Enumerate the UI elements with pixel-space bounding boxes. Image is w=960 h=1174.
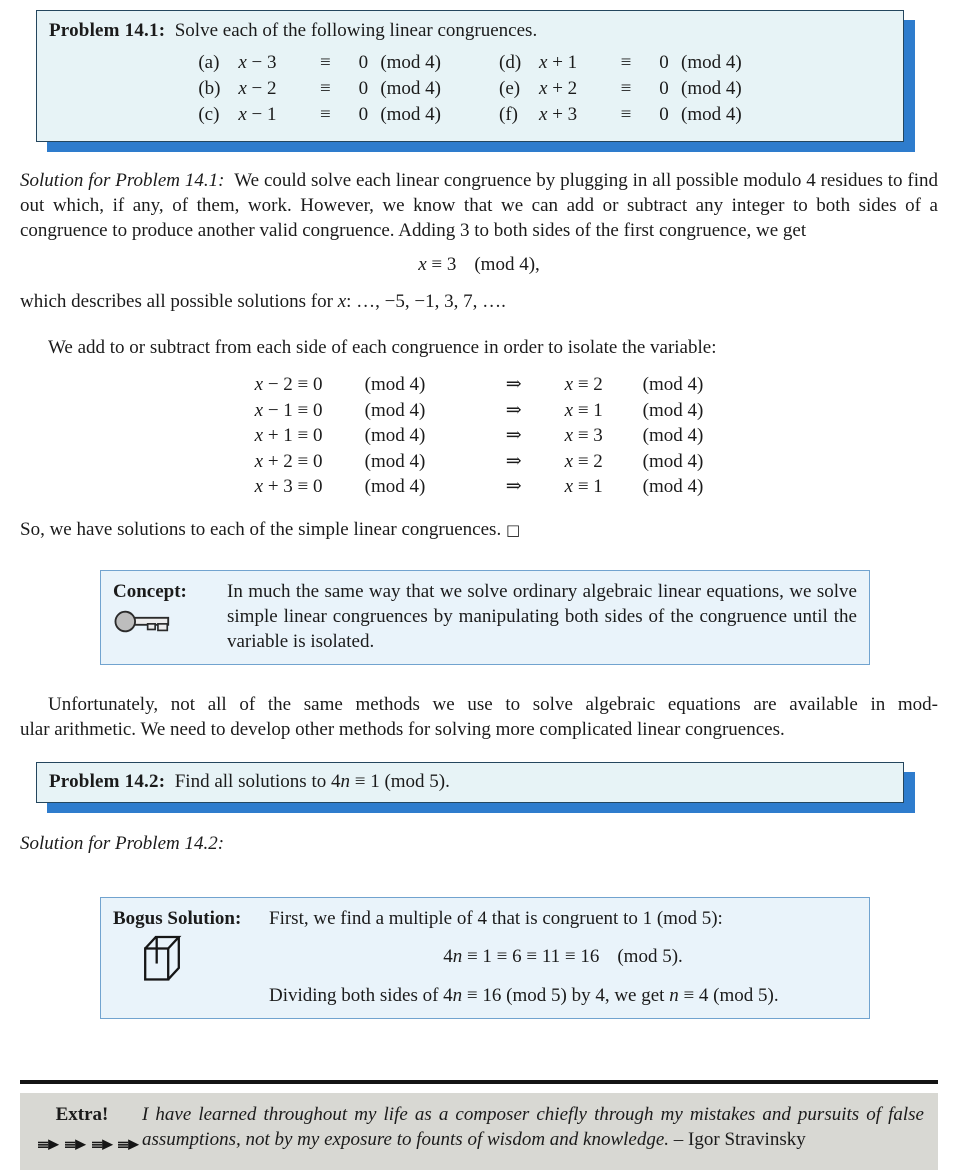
- concept-box: [100, 570, 870, 665]
- congruence-rel: ≡: [319, 52, 331, 73]
- item-label: (b): [198, 78, 221, 99]
- concept-label: Concept:: [113, 580, 187, 602]
- congruence-list: [198, 50, 741, 128]
- bogus-line-1: First, we find a multiple of 4 that is congruent to 1 (mod 5):: [269, 907, 723, 929]
- bogus-equation: [269, 944, 857, 969]
- congruence-rel: ≡: [620, 78, 632, 99]
- math-expr: 4n ≡ 16: [443, 984, 502, 1006]
- equation-expr: 4n ≡ 1 ≡ 6 ≡ 11 ≡ 16: [443, 945, 600, 967]
- row-lhs: x + 2 ≡ 0: [254, 450, 323, 472]
- table-row: [255, 423, 704, 449]
- row-mod1: (mod 4): [364, 450, 426, 472]
- solution-14-1-lead: Solution for Problem 14.1:: [20, 170, 225, 191]
- divider-rule: [20, 1080, 938, 1084]
- row-mod1: (mod 4): [364, 399, 426, 421]
- striped-arrow-icon: [65, 1138, 87, 1151]
- item-label: (c): [198, 104, 220, 125]
- implies-arrow: ⇒: [505, 399, 522, 421]
- bogus-line-2: [269, 983, 857, 1008]
- striped-arrows-icon: [38, 1133, 126, 1158]
- item-label: (f): [499, 104, 518, 125]
- problem-14-1-title: Problem 14.1:: [49, 20, 166, 41]
- solution-14-1-text: We could solve each linear congruence by plugging in all possible modulo 4 residues to find out which, if any, of them, work. However, we know that we can add or subtract any integer to both sides of a congruence to produce another valid congruence. Adding 3 to both sides of the first congruence, we get: [20, 170, 938, 241]
- text-segment: (mod 5) by 4, we get: [501, 984, 670, 1006]
- extra-quote-cell: [142, 1102, 924, 1158]
- congruence-rhs: 0: [358, 104, 369, 125]
- table-row: [255, 398, 704, 424]
- row-mod2: (mod 4): [642, 374, 704, 395]
- bogus-text-cell: [269, 906, 857, 1008]
- transition-paragraph: [20, 692, 938, 742]
- item-label: (e): [499, 78, 521, 99]
- congruence-rhs: 0: [358, 52, 369, 73]
- row-lhs: x − 1 ≡ 0: [254, 399, 323, 421]
- row-lhs: x − 2 ≡ 0: [254, 374, 323, 395]
- congruence-expr: x − 2: [238, 78, 277, 99]
- problem-14-2-header: [49, 769, 891, 794]
- congruence-mod: (mod 4): [380, 78, 441, 99]
- table-row: [255, 474, 704, 500]
- text-segment: (mod 5).: [708, 984, 779, 1006]
- solution-14-2-lead-line: [20, 831, 938, 856]
- congruence-expr: x + 1: [539, 52, 578, 73]
- text-segment: Find all solutions to: [174, 770, 331, 792]
- striped-arrow-icon: [38, 1138, 60, 1151]
- qed-square: □: [505, 520, 521, 539]
- bogus-solution-box: [100, 897, 870, 1019]
- row-lhs: x + 1 ≡ 0: [254, 425, 323, 446]
- congruence-mod: (mod 4): [380, 52, 441, 73]
- text-segment: which describes all possible solutions for: [20, 291, 338, 312]
- page-footer: [20, 1080, 938, 1174]
- row-mod2: (mod 4): [642, 399, 704, 421]
- problem-14-2-box: [36, 762, 904, 803]
- solutions-description-line: [20, 289, 938, 314]
- congruence-rhs: 0: [659, 52, 669, 73]
- problem-14-1-box: [36, 10, 904, 142]
- solution-14-2-lead: Solution for Problem 14.2:: [20, 832, 225, 854]
- text-segment: Dividing both sides of: [269, 984, 444, 1006]
- implies-arrow: ⇒: [505, 425, 522, 446]
- striped-arrow-icon: [92, 1138, 114, 1151]
- congruence-mod: (mod 4): [681, 104, 742, 125]
- concept-label-cell: [113, 579, 217, 654]
- congruence-expr: x − 1: [238, 104, 277, 125]
- congruence-item: [198, 50, 441, 76]
- paragraph-line: Unfortunately, not all of the same methods we use to solve algebraic equations are available in mod-: [48, 693, 938, 715]
- bogus-label-cell: [113, 906, 259, 1008]
- math-expr: n ≡ 4: [669, 984, 709, 1006]
- row-mod2: (mod 4): [642, 450, 704, 472]
- implies-arrow: ⇒: [505, 450, 522, 472]
- paragraph-line: ular arithmetic. We need to develop other methods for solving more complicated linear congruences.: [20, 718, 785, 740]
- congruence-item: [499, 50, 742, 76]
- row-rhs: x ≡ 1: [564, 476, 603, 497]
- table-row: [255, 449, 704, 475]
- problem-14-2-title: Problem 14.2:: [49, 770, 166, 792]
- row-rhs: x ≡ 3: [564, 425, 603, 446]
- equation-mod: (mod 5).: [617, 945, 683, 967]
- congruence-rel: ≡: [319, 78, 331, 99]
- math-expr: 4n ≡ 1: [330, 770, 380, 792]
- item-label: (a): [198, 52, 220, 73]
- extra-attribution: – Igor Stravinsky: [673, 1129, 806, 1150]
- bogus-label: Bogus Solution:: [113, 907, 242, 929]
- key-icon: [113, 608, 173, 636]
- extra-box: [20, 1093, 938, 1170]
- congruence-rel: ≡: [620, 52, 632, 73]
- row-mod1: (mod 4): [364, 374, 426, 395]
- solution-14-1-paragraph: [20, 168, 938, 243]
- congruence-item: [499, 76, 742, 102]
- congruence-rel: ≡: [620, 104, 632, 125]
- row-rhs: x ≡ 2: [564, 374, 603, 395]
- conclusion-text: So, we have solutions to each of the simple linear congruences.: [20, 518, 502, 540]
- congruence-mod: (mod 4): [380, 104, 441, 125]
- congruence-item: [499, 102, 742, 128]
- extra-label: Extra!: [55, 1104, 109, 1125]
- congruence-expr: x − 3: [238, 52, 277, 73]
- implies-arrow: ⇒: [505, 476, 522, 497]
- congruence-rel: ≡: [319, 104, 331, 125]
- equation-expr: x ≡ 3: [418, 254, 457, 275]
- row-rhs: x ≡ 1: [564, 399, 603, 421]
- problem-14-1-header: [49, 18, 891, 43]
- striped-arrow-icon: [118, 1138, 140, 1151]
- congruence-rhs: 0: [659, 104, 669, 125]
- extra-label-cell: [38, 1102, 126, 1158]
- problem-14-1-prompt: Solve each of the following linear congruences.: [174, 20, 538, 41]
- row-lhs: x + 3 ≡ 0: [254, 476, 323, 497]
- table-row: [255, 372, 704, 398]
- isolate-variable-line: We add to or subtract from each side of each congruence in order to isolate the variable:: [48, 337, 717, 358]
- extra-quote: I have learned throughout my life as a composer chiefly through my mistakes and pursuits of false assumptions, not by my exposure to founts of wisdom and knowledge.: [142, 1104, 924, 1150]
- congruence-expr: x + 3: [539, 104, 578, 125]
- math-var: x: [337, 291, 347, 312]
- row-mod1: (mod 4): [364, 425, 426, 446]
- text-segment: : …, −5, −1, 3, 7, ….: [346, 291, 506, 312]
- text-segment: (mod 5).: [379, 770, 450, 792]
- row-mod2: (mod 4): [642, 425, 704, 446]
- congruence-mod: (mod 4): [681, 78, 742, 99]
- conclusion-line: [20, 517, 938, 543]
- congruence-item: [198, 76, 441, 102]
- implication-table: [255, 372, 704, 500]
- concept-text: In much the same way that we solve ordinary algebraic linear equations, we solve simple linear congruences by manipulating both sides of the congruence until the variable is isolated.: [227, 580, 857, 652]
- row-mod2: (mod 4): [642, 476, 704, 497]
- row-rhs: x ≡ 2: [564, 450, 603, 472]
- congruence-mod: (mod 4): [681, 52, 742, 73]
- congruence-rhs: 0: [358, 78, 369, 99]
- implies-arrow: ⇒: [505, 374, 522, 395]
- display-equation: [20, 252, 938, 277]
- bogus-box-icon: [139, 933, 185, 987]
- congruence-rhs: 0: [659, 78, 669, 99]
- congruence-item: [198, 102, 441, 128]
- equation-mod: (mod 4),: [474, 254, 540, 275]
- item-label: (d): [499, 52, 522, 73]
- row-mod1: (mod 4): [364, 476, 426, 497]
- congruence-expr: x + 2: [539, 78, 578, 99]
